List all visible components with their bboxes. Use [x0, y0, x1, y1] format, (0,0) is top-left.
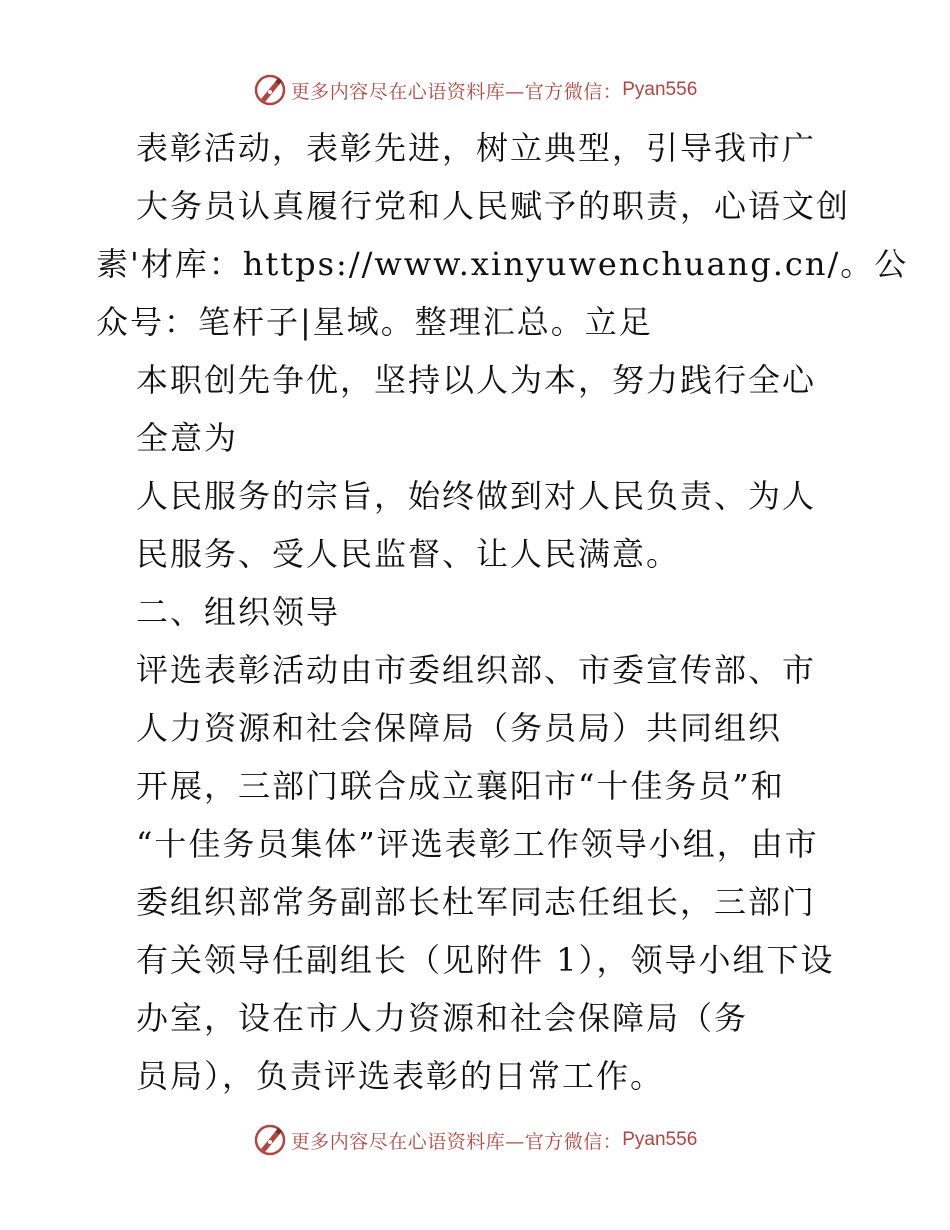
pen-logo-icon: [253, 1123, 287, 1157]
text-line: 委组织部常务副部长杜军同志任组长，三部门: [136, 883, 817, 921]
text-line: 全意为: [136, 419, 239, 457]
text-line: 表彰活动，表彰先进，树立典型，引导我市广: [136, 129, 817, 167]
banner-text: 更多内容尽在心语资料库—官方微信：: [290, 1130, 623, 1153]
banner-wechat-id: Pyan556: [622, 1129, 698, 1150]
text-line: 员局），负责评选表彰的日常工作。: [136, 1057, 665, 1095]
text-line: 民服务、受人民监督、让人民满意。: [136, 535, 681, 573]
text-line: 开展，三部门联合成立襄阳市“十佳务员”和: [136, 767, 785, 805]
text-line: 大务员认真履行党和人民赋予的职责，心语文创: [136, 187, 851, 225]
text-line: 有关领导任副组长（见附件 1），领导小组下设: [136, 941, 835, 979]
text-line: 素'材库：https://www.xinyuwenchuang.cn/。公: [96, 245, 909, 283]
text-line: 办室，设在市人力资源和社会保障局（务: [136, 999, 749, 1037]
banner-text: 更多内容尽在心语资料库—官方微信：: [290, 80, 623, 103]
text-line: 本职创先争优，坚持以人为本，努力践行全心: [136, 361, 817, 399]
text-line: “十佳务员集体”评选表彰工作领导小组，由市: [136, 825, 819, 863]
section-heading: 二、组织领导: [136, 593, 341, 631]
footer-banner: [0, 1120, 950, 1160]
text-line: 评选表彰活动由市委组织部、市委宣传部、市: [136, 651, 817, 689]
banner-wechat-id: Pyan556: [622, 79, 698, 100]
text-line: 人力资源和社会保障局（务员局）共同组织: [136, 709, 783, 747]
text-line: 人民服务的宗旨，始终做到对人民负责、为人: [136, 477, 817, 515]
text-line: 众号：笔杆子|星域。整理汇总。立足: [96, 303, 653, 341]
